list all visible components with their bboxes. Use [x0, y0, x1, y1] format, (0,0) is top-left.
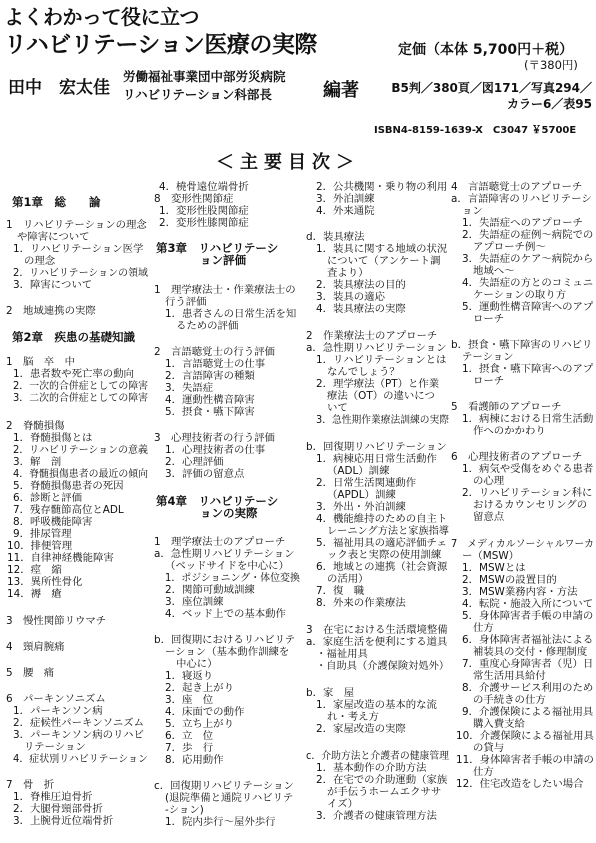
toc-entry: 査より） — [327, 267, 369, 279]
toc-entry: b．家 屋 — [306, 687, 355, 699]
toc-entry: ケーションの取り方 — [473, 289, 567, 301]
toc-entry: 2．リハビリテーション科に — [462, 487, 593, 499]
toc-entry: a．家庭生活を便利にする道具 — [306, 636, 448, 648]
toc-entry: 2．関節可動域訓練 — [165, 584, 255, 596]
toc-entry: （APDL）訓練 — [327, 489, 396, 501]
toc-entry: 6．立 位 — [165, 730, 214, 742]
toc-entry: 4．ベッド上での基本動作 — [165, 608, 286, 620]
toc-entry: 10．排便管理 — [7, 540, 73, 552]
toc-entry: 1 リハビリテーションの理念 — [6, 219, 147, 231]
toc-entry: 6．地域との連携（社会資源 — [316, 561, 448, 573]
author-name: 田中 宏太佳 — [8, 78, 110, 98]
toc-entry: 5 腰 痛 — [6, 667, 55, 679]
toc-entry: 3．急性期作業療法訓練の実際 — [316, 414, 450, 426]
toc-entry: 2．リハビリテーションの領域 — [13, 267, 148, 279]
toc-entry: 1 理学療法士のアプローチ — [154, 536, 286, 548]
toc-entry: 常生活用具給付 — [473, 670, 546, 682]
toc-entry: a．急性期リハビリテーション — [154, 548, 295, 560]
toc-entry: 13．異所性骨化 — [7, 576, 83, 588]
toc-entry: b．回復期リハビリテーション — [306, 441, 447, 453]
toc-entry: るための評価 — [176, 320, 239, 332]
toc-entry: 8．外来の作業療法 — [316, 597, 406, 609]
book-specs-line1: B5判／380頁／図171／写真294／ — [391, 81, 592, 95]
toc-entry: 3．二次的合併症としての障害 — [13, 392, 149, 404]
toc-entry: 5．脊髄損傷患者の死因 — [13, 480, 124, 492]
toc-entry: ョン — [462, 205, 483, 217]
toc-heading: ＜主要目次＞ — [216, 152, 360, 173]
toc-entry: について（アンケート調 — [327, 255, 441, 267]
toc-entry: リテーション — [24, 741, 86, 753]
toc-entry: 4．橈骨遠位端骨折 — [159, 181, 249, 193]
toc-entry: 4．床面での動作 — [165, 706, 245, 718]
toc-entry: 2．家屋改造の実際 — [316, 723, 406, 735]
toc-entry: 12．痙 縮 — [7, 564, 62, 576]
toc-entry: 9．介護保険による福祉用具 — [462, 706, 594, 718]
toc-entry: 3．座 位 — [165, 694, 214, 706]
toc-entry: 3 在宅における生活環境整備 — [306, 624, 448, 636]
toc-entry: (退院準備と通院リハビリテ — [165, 792, 294, 804]
toc-entry: 4．運動性構音障害 — [165, 394, 255, 406]
toc-entry: ・自助具（介護保険対処外） — [316, 660, 450, 672]
toc-entry: 5．身体障害者手帳の申請の — [462, 610, 594, 622]
toc-entry: 中心に） — [176, 658, 218, 670]
toc-entry: 1．言語聴覚士の仕事 — [165, 358, 266, 370]
toc-entry: の貸与 — [473, 742, 505, 754]
toc-entry: 1．装具に関する地域の状況 — [316, 243, 448, 255]
title-line1: よくわかって役に立つ — [4, 5, 199, 29]
toc-entry: 仕方 — [473, 622, 494, 634]
toc-entry: 12．住宅改造をしたい場合 — [456, 778, 584, 790]
toc-entry: 2．症候性パーキンソニズム — [13, 717, 144, 729]
toc-entry: いて — [327, 402, 348, 414]
toc-entry: 2．装具療法の目的 — [316, 279, 406, 291]
toc-entry: 2．リハビリテーションの意義 — [13, 444, 148, 456]
toc-entry: ローチ — [473, 375, 505, 387]
toc-entry: や障害について — [17, 231, 90, 243]
toc-entry: 3 慢性関節リウマチ — [6, 615, 107, 627]
toc-entry: （ベッドサイドを中心に） — [165, 560, 289, 572]
toc-entry: 6 パーキンソニズム — [6, 693, 106, 705]
toc-entry: 7．歩 行 — [165, 742, 214, 754]
toc-entry: 3．障害について — [13, 279, 93, 291]
toc-entry: 5．福祉用具の適応評価チェ — [316, 537, 447, 549]
toc-entry: 8 変形性関節症 — [154, 193, 234, 205]
toc-entry: 4．機能維持のための自主ト — [316, 513, 448, 525]
toc-entry: 2．在宅での介助運動（家族 — [316, 774, 448, 786]
toc-entry: 2 地域連携の実際 — [6, 305, 96, 317]
toc-entry: -ション) — [165, 804, 204, 816]
toc-entry: 1．リハビリテーション医学 — [13, 243, 144, 255]
author-role: 編著 — [323, 80, 359, 101]
toc-entry: 作へのかかわり — [473, 425, 546, 437]
toc-entry: 2．公共機関・乗り物の利用 — [316, 181, 448, 193]
toc-entry: 2 脊髄損傷 — [6, 420, 65, 432]
toc-entry: れ・考え方 — [327, 711, 379, 723]
toc-entry: 3．介護者の健康管理方法 — [316, 810, 437, 822]
toc-entry: 3．外出・外泊訓練 — [316, 501, 406, 513]
toc-entry: 5．摂食・嚥下障害 — [165, 406, 255, 418]
toc-entry: 2．言語障害の種類 — [165, 370, 255, 382]
toc-entry: 7 メディカルソーシャルワーカ — [451, 538, 594, 550]
toc-entry: 1 理学療法士・作業療法士の — [154, 284, 296, 296]
toc-entry: おけるカウンセリングの — [473, 499, 588, 511]
toc-entry: 4．症状別リハビリテーション — [13, 753, 148, 765]
toc-entry: 1．脊椎圧迫骨折 — [13, 791, 93, 803]
toc-entry: 4．失語症の方とのコミュニ — [462, 277, 594, 289]
toc-chapter-heading: 第3章 リハビリテーシ — [156, 241, 279, 255]
toc-entry: ・福祉用具 — [316, 648, 368, 660]
title-line2: リハビリテーション医療の実際 — [4, 32, 317, 58]
toc-entry: 2．起き上がり — [165, 682, 234, 694]
toc-entry: 6．診断と評価 — [13, 492, 82, 504]
toc-entry: 3．座位訓練 — [165, 596, 224, 608]
toc-entry: 3．失語症のケア～病院から — [462, 253, 594, 265]
toc-entry: 1．基本動作の介助方法 — [316, 762, 427, 774]
toc-entry: 10．介護保険による福祉用具 — [456, 730, 594, 742]
toc-entry: 5．立ち上がり — [165, 718, 234, 730]
toc-entry: 1．リハビリテーションとは — [316, 354, 447, 366]
toc-entry: 7．重度心身障害者（児）日 — [462, 658, 594, 670]
toc-entry: 3．外泊訓練 — [316, 193, 375, 205]
toc-entry: ック表と実際の使用訓練 — [327, 549, 442, 561]
toc-entry: 4 言語聴覚士のアプローチ — [451, 181, 583, 193]
toc-entry: b．摂食・嚥下障害のリハビリ — [451, 339, 593, 351]
toc-entry: レーニング方法と家族指導 — [327, 525, 449, 537]
toc-entry: の活用） — [327, 573, 369, 585]
toc-entry: d．装具療法 — [306, 231, 365, 243]
toc-entry: 療法（OT）の違いにつ — [327, 390, 435, 402]
toc-entry: 2．大腿骨頸部骨折 — [13, 803, 103, 815]
toc-entry: 1．寝返り — [165, 670, 214, 682]
toc-entry: 5．運動性構音障害へのアプ — [462, 301, 594, 313]
toc-entry: の心理 — [473, 475, 505, 487]
toc-entry: 3．解 剖 — [13, 456, 62, 468]
toc-entry: 9．排尿管理 — [13, 528, 72, 540]
toc-entry: 1．病棟における日常生活動 — [462, 413, 594, 425]
toc-chapter-heading: ョンの実際 — [200, 506, 258, 520]
toc-entry: a．急性期リハビリテーション — [306, 342, 447, 354]
toc-entry: a．言語障害のリハビリテーシ — [451, 193, 592, 205]
toc-entry: 7 骨 折 — [6, 779, 55, 791]
toc-chapter-heading: 第4章 リハビリテーシ — [156, 494, 279, 508]
toc-entry: 行う評価 — [165, 296, 207, 308]
toc-entry: 1．摂食・嚥下障害へのアプ — [462, 363, 594, 375]
toc-entry: 1．患者さんの日常生活を知 — [165, 308, 297, 320]
toc-entry: の手続きの仕方 — [473, 694, 546, 706]
toc-entry: 1．パーキンソン病 — [13, 705, 103, 717]
toc-entry: ーション（基本動作訓練を — [165, 646, 290, 658]
toc-entry: 1．MSWとは — [462, 562, 526, 574]
toc-entry: 2．日常生活関連動作 — [316, 477, 417, 489]
toc-entry: 地域へ～ — [473, 265, 515, 277]
toc-entry: 1．失語症へのアプローチ — [462, 217, 583, 229]
toc-entry: アプローチ例～ — [473, 241, 546, 253]
toc-entry: なんでしょう？ — [327, 366, 400, 378]
toc-entry: 2 言語聴覚士の行う評価 — [154, 346, 275, 358]
toc-entry: 3．上腕骨近位端骨折 — [13, 815, 114, 827]
toc-entry: が手伝うホームエクササ — [327, 786, 442, 798]
toc-entry: ローチ — [473, 313, 505, 325]
toc-entry: 3．MSW業務内容・方法 — [462, 586, 578, 598]
toc-entry: 8．呼吸機能障害 — [13, 516, 93, 528]
toc-entry: b．回復期におけるリハビリテ — [154, 634, 296, 646]
toc-entry: 3．失語症 — [165, 382, 214, 394]
toc-entry: 1．院内歩行～屋外歩行 — [165, 816, 276, 828]
toc-entry: 4．脊髄損傷患者の最近の傾向 — [13, 468, 149, 480]
toc-entry: 仕方 — [473, 766, 494, 778]
toc-entry: 2．心理評価 — [165, 456, 224, 468]
toc-entry: 1．病棟応用日常生活動作 — [316, 453, 437, 465]
toc-entry: ー（MSW） — [462, 550, 520, 562]
isbn: ISBN4-8159-1639-X C3047 ￥5700E — [374, 125, 577, 136]
toc-entry: 2．一次的合併症としての障害 — [13, 380, 149, 392]
toc-entry: 4．外来通院 — [316, 205, 375, 217]
toc-entry: 1．病気や受傷をめぐる患者 — [462, 463, 594, 475]
toc-entry: 2．失語症の症例～病院での — [462, 229, 594, 241]
toc-chapter-heading: 第2章 疾患の基礎知識 — [12, 330, 136, 344]
toc-entry: 2．理学療法（PT）と作業 — [316, 378, 440, 390]
author-affiliation-2: リハビリテーション科部長 — [123, 87, 272, 102]
price: 定価（本体 5,700円＋税） — [398, 42, 574, 58]
toc-entry: c．回復期リハビリテーション — [154, 780, 294, 792]
toc-entry: 1．脊髄損傷とは — [13, 432, 93, 444]
toc-entry: 1．ポジショニング・体位変換 — [165, 572, 300, 584]
toc-entry: 3．評価の留意点 — [165, 468, 245, 480]
price-tax: (〒380円) — [524, 58, 578, 72]
toc-entry: 4．転院・施設入所について — [462, 598, 594, 610]
toc-entry: 6 心理技術者のアプローチ — [451, 451, 583, 463]
toc-entry: 6．身体障害者福祉法による — [462, 634, 594, 646]
toc-entry: 11．身体障害者手帳の申請の — [456, 754, 594, 766]
toc-entry: 14．褥 瘡 — [7, 588, 62, 600]
toc-chapter-heading: ョン評価 — [200, 253, 246, 267]
toc-entry: 8．応用動作 — [165, 754, 224, 766]
toc-entry: 11．自律神経機能障害 — [7, 552, 114, 564]
toc-entry: 4．装具療法の実際 — [316, 303, 406, 315]
toc-entry: 7．復 職 — [316, 585, 365, 597]
toc-entry: 8．介護サービス利用のため — [462, 682, 594, 694]
toc-entry: （ADL）訓練 — [327, 465, 390, 477]
author-affiliation-1: 労働福祉事業団中部労災病院 — [123, 69, 286, 84]
book-specs-line2: カラー6／表95 — [506, 97, 592, 111]
toc-entry: 1．心理技術者の仕事 — [165, 444, 266, 456]
toc-entry: テーション — [462, 351, 514, 363]
toc-entry: 補装具の交付・修理制度 — [473, 646, 588, 658]
toc-entry: 4 頸肩腕痛 — [6, 641, 65, 653]
toc-entry: c．介助方法と介護者の健康管理 — [306, 750, 450, 762]
toc-entry: 1．家屋改造の基本的な流 — [316, 699, 437, 711]
toc-entry: 3 心理技術者の行う評価 — [154, 432, 275, 444]
toc-entry: 2．MSWの設置目的 — [462, 574, 557, 586]
toc-entry: 1 脳 卒 中 — [6, 356, 75, 368]
toc-entry: 購入費支給 — [473, 718, 525, 730]
toc-entry: 留意点 — [473, 511, 505, 523]
toc-entry: 2 作業療法士のアプローチ — [306, 330, 438, 342]
toc-entry: イズ） — [327, 798, 359, 810]
toc-entry: 1．患者数や死亡率の動向 — [13, 368, 134, 380]
toc-entry: 1．変形性股関節症 — [159, 205, 249, 217]
toc-entry: 7．残存髄節高位とADL — [13, 504, 124, 516]
toc-entry: 3．パーキンソン病のリハビ — [13, 729, 144, 741]
toc-entry: の理念 — [24, 255, 56, 267]
toc-entry: 5 看護師のアプローチ — [451, 401, 562, 413]
toc-entry: 3．装具の適応 — [316, 291, 385, 303]
toc-entry: 2．変形性膝関節症 — [159, 217, 249, 229]
toc-chapter-heading: 第1章 総 論 — [12, 195, 101, 209]
